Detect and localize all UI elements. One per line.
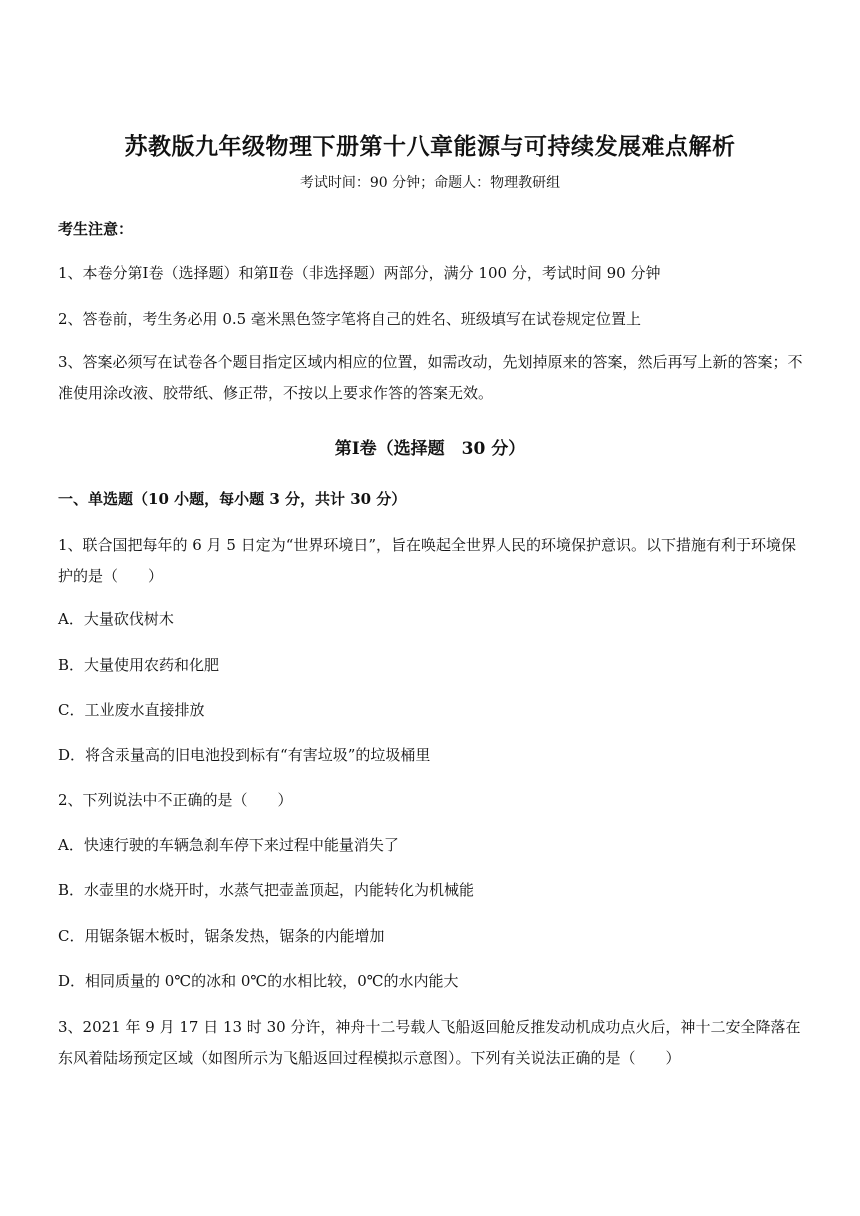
answer-option: B．大量使用农药和化肥 xyxy=(58,656,220,674)
exam-info: 考试时间：90 分钟；命题人：物理教研组 xyxy=(299,175,561,191)
question-stem: 3、2021 年 9 月 17 日 13 时 30 分许，神舟十二号载人飞船返回舱反推发动机成功点火后，神十二安全降落在东风着陆场预定区域（如图所示为飞船返回过程模拟示意图）。下列有关说法正确的是（ ） xyxy=(58,1018,801,1067)
answer-option: D．相同质量的 0℃的冰和 0℃的水相比较，0℃的水内能大 xyxy=(58,972,459,990)
page-title: 苏教版九年级物理下册第十八章能源与可持续发展难点解析 xyxy=(124,133,736,160)
question-stem: 2、下列说法中不正确的是（ ） xyxy=(58,791,293,809)
answer-option: A．大量砍伐树木 xyxy=(58,610,174,628)
part-heading: 一、单选题（10 小题，每小题 3 分，共计 30 分） xyxy=(58,490,407,508)
question-stem: 1、联合国把每年的 6 月 5 日定为“世界环境日”，旨在唤起全世界人民的环境保护意识。以下措施有利于环境保护的是（ ） xyxy=(58,536,797,585)
notice-item: 3、答案必须写在试卷各个题目指定区域内相应的位置，如需改动，先划掉原来的答案，然后再写上新的答案；不准使用涂改液、胶带纸、修正带，不按以上要求作答的答案无效。 xyxy=(58,353,803,402)
notice-heading: 考生注意： xyxy=(58,220,134,238)
answer-option: B．水壶里的水烧开时，水蒸气把壶盖顶起，内能转化为机械能 xyxy=(58,881,475,899)
notice-item: 2、答卷前，考生务必用 0.5 毫米黑色签字笔将自己的姓名、班级填写在试卷规定位置上 xyxy=(58,310,641,328)
answer-option: A．快速行驶的车辆急刹车停下来过程中能量消失了 xyxy=(58,836,399,854)
answer-option: C．工业废水直接排放 xyxy=(58,701,205,719)
answer-option: C．用锯条锯木板时，锯条发热，锯条的内能增加 xyxy=(58,927,385,945)
section-title: 第Ⅰ卷（选择题 30 分） xyxy=(334,439,526,459)
notice-item: 1、本卷分第Ⅰ卷（选择题）和第Ⅱ卷（非选择题）两部分，满分 100 分，考试时间 90 分钟 xyxy=(58,264,661,282)
answer-option: D．将含汞量高的旧电池投到标有“有害垃圾”的垃圾桶里 xyxy=(58,746,431,764)
